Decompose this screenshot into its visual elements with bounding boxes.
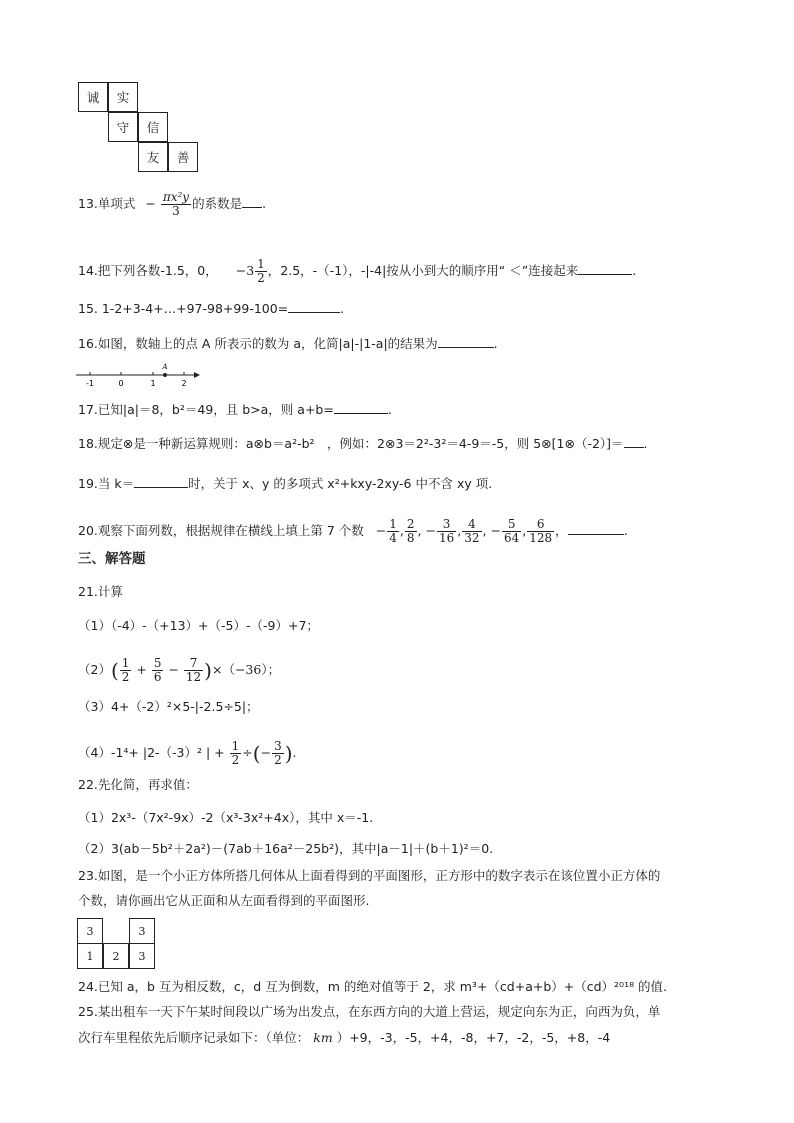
term-sign: − bbox=[375, 523, 387, 538]
q18-end: . bbox=[643, 436, 648, 451]
tick-label: 2 bbox=[181, 379, 187, 388]
net-cell: 善 bbox=[168, 142, 198, 172]
q14-suffix: ，2.5，-（-1），-|-4|按从小到大的顺序用“ ＜”连接起来 bbox=[267, 263, 579, 278]
net-cell: 友 bbox=[138, 142, 168, 172]
q21-title: 21.计算 bbox=[78, 584, 123, 599]
term-num: 2 bbox=[406, 517, 415, 531]
q13-numerator: πx²y bbox=[162, 190, 190, 204]
term-sign: − bbox=[490, 523, 501, 538]
net-cell: 信 bbox=[138, 112, 168, 142]
term-sign: − bbox=[425, 523, 436, 538]
frac-num: 3 bbox=[274, 739, 282, 753]
question-17 bbox=[78, 401, 392, 418]
fraction bbox=[152, 657, 164, 684]
q22-part1: （1）2x³-（7x²-9x）-2（x³-3x²+4x），其中 x＝-1. bbox=[78, 810, 374, 825]
net-cell: 守 bbox=[108, 112, 138, 142]
tick-label: -1 bbox=[86, 379, 94, 388]
term-num: 5 bbox=[502, 518, 521, 532]
number-line bbox=[76, 360, 201, 388]
question-18 bbox=[78, 435, 648, 452]
q21-part2: （2）( $\frac{1}{2}$ + $\frac{5}{6}$ − $\frac{7}{12}$ )×（−36）； bbox=[78, 656, 281, 684]
question-24: 24.已知 a，b 互为相反数，c，d 互为倒数，m 的绝对值等于 2，求 m³+（cd+a+b）+（cd）²⁰¹⁸ 的值. bbox=[78, 979, 668, 994]
sequence-term bbox=[527, 518, 554, 545]
q14-mixed-whole: −3 bbox=[235, 263, 255, 278]
q13-prefix: 13.单项式 bbox=[78, 196, 136, 211]
term-den: 16 bbox=[438, 531, 455, 545]
q21-part4: （4）-1⁴+ |2-（-3）² | + $\frac{1}{2}$ ÷(− $\frac{3}{2}$ ). bbox=[78, 739, 297, 767]
term-den: 128 bbox=[529, 531, 553, 545]
answer-blank bbox=[288, 300, 340, 313]
q13-end: . bbox=[262, 196, 267, 211]
q16-text: 16.如图，数轴上的点 A 所表示的数为 a，化简|a|-|1-a|的结果为 bbox=[78, 336, 438, 351]
grid-cell: 3 bbox=[129, 943, 155, 969]
sequence-term bbox=[437, 518, 456, 545]
q21-part1: （1）（-4）-（+13）+（-5）-（-9）+7； bbox=[78, 618, 319, 633]
frac-den: 2 bbox=[274, 753, 282, 767]
frac-den: 6 bbox=[153, 670, 162, 684]
q25-line2 bbox=[78, 1030, 610, 1046]
divide-sign: ÷ bbox=[242, 745, 253, 760]
q25-line1: 25.某出租车一天下午某时间段以广场为出发点，在东西方向的大道上营运，规定向东为正，向西为负，单 bbox=[78, 1004, 661, 1019]
frac-num: 5 bbox=[153, 656, 162, 670]
term-num: 3 bbox=[437, 518, 456, 532]
q22-part2: （2）3(ab－5b²＋2a²)－(7ab＋16a²－25b²)，其中|a－1|＋(b＋1)²＝0. bbox=[78, 841, 494, 856]
term-num: 6 bbox=[527, 518, 554, 532]
frac-num: 1 bbox=[121, 656, 130, 670]
tick-label: 0 bbox=[118, 379, 124, 388]
grid-cell: 2 bbox=[103, 943, 129, 969]
grid-cell: 3 bbox=[77, 918, 103, 944]
q17-text: 17.已知|a|＝8，b²＝49，且 b>a，则 a+b= bbox=[78, 402, 334, 417]
frac-den: 12 bbox=[185, 670, 202, 684]
q14-fraction bbox=[255, 258, 267, 285]
grid-cell: 3 bbox=[129, 918, 155, 944]
part-label: （2） bbox=[78, 662, 111, 677]
term-den: 64 bbox=[504, 531, 520, 545]
unit-km: km bbox=[313, 1030, 333, 1045]
answer-blank bbox=[438, 335, 494, 348]
q20-prefix: 20.观察下面列数，根据规律在横线上填上第 7 个数 bbox=[78, 523, 364, 538]
q21-part3: （3）4+（-2）²×5-|-2.5÷5|； bbox=[78, 699, 259, 714]
term-num: 1 bbox=[389, 517, 397, 531]
term-den: 32 bbox=[464, 531, 480, 545]
q13-fraction bbox=[161, 191, 191, 218]
sequence-term bbox=[502, 518, 521, 545]
tick-label: 1 bbox=[150, 379, 156, 388]
answer-blank bbox=[568, 522, 624, 535]
section-heading: 三、解答题 bbox=[78, 551, 146, 567]
q14-denominator: 2 bbox=[257, 271, 265, 285]
q17-end: . bbox=[387, 402, 392, 417]
q15-text: 15. 1-2+3-4+…+97-98+99-100= bbox=[78, 301, 289, 316]
frac-den: 2 bbox=[231, 753, 240, 767]
fraction bbox=[184, 657, 203, 684]
term-num: 4 bbox=[462, 518, 481, 532]
fraction bbox=[120, 657, 132, 684]
sequence-term bbox=[387, 518, 399, 545]
grid-cell: 1 bbox=[77, 943, 103, 969]
q22-title: 22.先化简，再求值： bbox=[78, 777, 198, 792]
q14-numerator: 1 bbox=[257, 257, 265, 271]
question-20 bbox=[78, 518, 628, 545]
part4-end: . bbox=[292, 745, 297, 760]
q14-prefix: 14.把下列各数-1.5，0， bbox=[78, 263, 218, 278]
q16-end: . bbox=[493, 336, 498, 351]
frac-den: 2 bbox=[121, 670, 130, 684]
question-13 bbox=[78, 191, 266, 218]
q25-suffix: ）+9，-3，-5，+4，-8，+7，-2，-5，+8，-4 bbox=[336, 1030, 611, 1045]
term-den: 4 bbox=[389, 531, 397, 545]
sequence-term bbox=[462, 518, 481, 545]
sequence: − $\frac{1}{4}$ , $\frac{2}{8}$ , − $\frac{3}{16}$ , $\frac{4}{32}$ , − $\frac{5}{64}$ , $\frac{6}{128}$ ， . bbox=[375, 517, 628, 545]
question-19 bbox=[78, 475, 492, 492]
part-label: （4）-1⁴+ |2-（-3）² | + bbox=[78, 745, 225, 760]
frac-num: 1 bbox=[231, 739, 240, 753]
term-den: 8 bbox=[406, 531, 415, 545]
fraction bbox=[272, 740, 284, 767]
answer-blank bbox=[242, 195, 262, 208]
answer-blank bbox=[624, 435, 644, 448]
q13-minus: − bbox=[145, 196, 156, 211]
sequence-term bbox=[405, 518, 417, 545]
point-a-dot bbox=[163, 373, 167, 377]
q25-prefix: 次行车里程依先后顺序记录如下：（单位： bbox=[78, 1030, 310, 1045]
fraction bbox=[230, 740, 242, 767]
answer-blank bbox=[334, 401, 388, 414]
q19-prefix: 19.当 k＝ bbox=[78, 476, 135, 491]
question-16 bbox=[78, 335, 498, 352]
part2-tail: ×（−36）； bbox=[211, 662, 281, 677]
q20-end: . bbox=[623, 523, 628, 538]
question-14 bbox=[78, 258, 636, 285]
frac-num: 7 bbox=[184, 657, 203, 671]
point-a-label: A bbox=[162, 363, 168, 371]
q18-text: 18.规定⊗是一种新运算规则：a⊗b＝a²-b² ，例如：2⊗3＝2²-3²＝4-9＝-5，则 5⊗[1⊗（-2）]＝ bbox=[78, 436, 624, 451]
answer-blank bbox=[578, 262, 632, 275]
q23-line2: 个数，请你画出它从正面和从左面看得到的平面图形. bbox=[78, 893, 370, 908]
q15-end: . bbox=[340, 301, 345, 316]
q19-suffix: 时，关于 x、y 的多项式 x²+kxy-2xy-6 中不含 xy 项. bbox=[188, 476, 493, 491]
arrow-icon bbox=[194, 372, 200, 378]
question-15 bbox=[78, 300, 344, 317]
net-cell: 实 bbox=[108, 82, 138, 112]
q13-denominator: 3 bbox=[172, 204, 180, 218]
q13-suffix: 的系数是 bbox=[192, 196, 243, 211]
net-cell: 诚 bbox=[78, 82, 108, 112]
q14-end: . bbox=[632, 263, 637, 278]
answer-blank bbox=[134, 475, 188, 488]
q23-line1: 23.如图，是一个小正方体所搭几何体从上面看得到的平面图形，正方形中的数字表示在该位置小正方体的 bbox=[78, 868, 661, 883]
